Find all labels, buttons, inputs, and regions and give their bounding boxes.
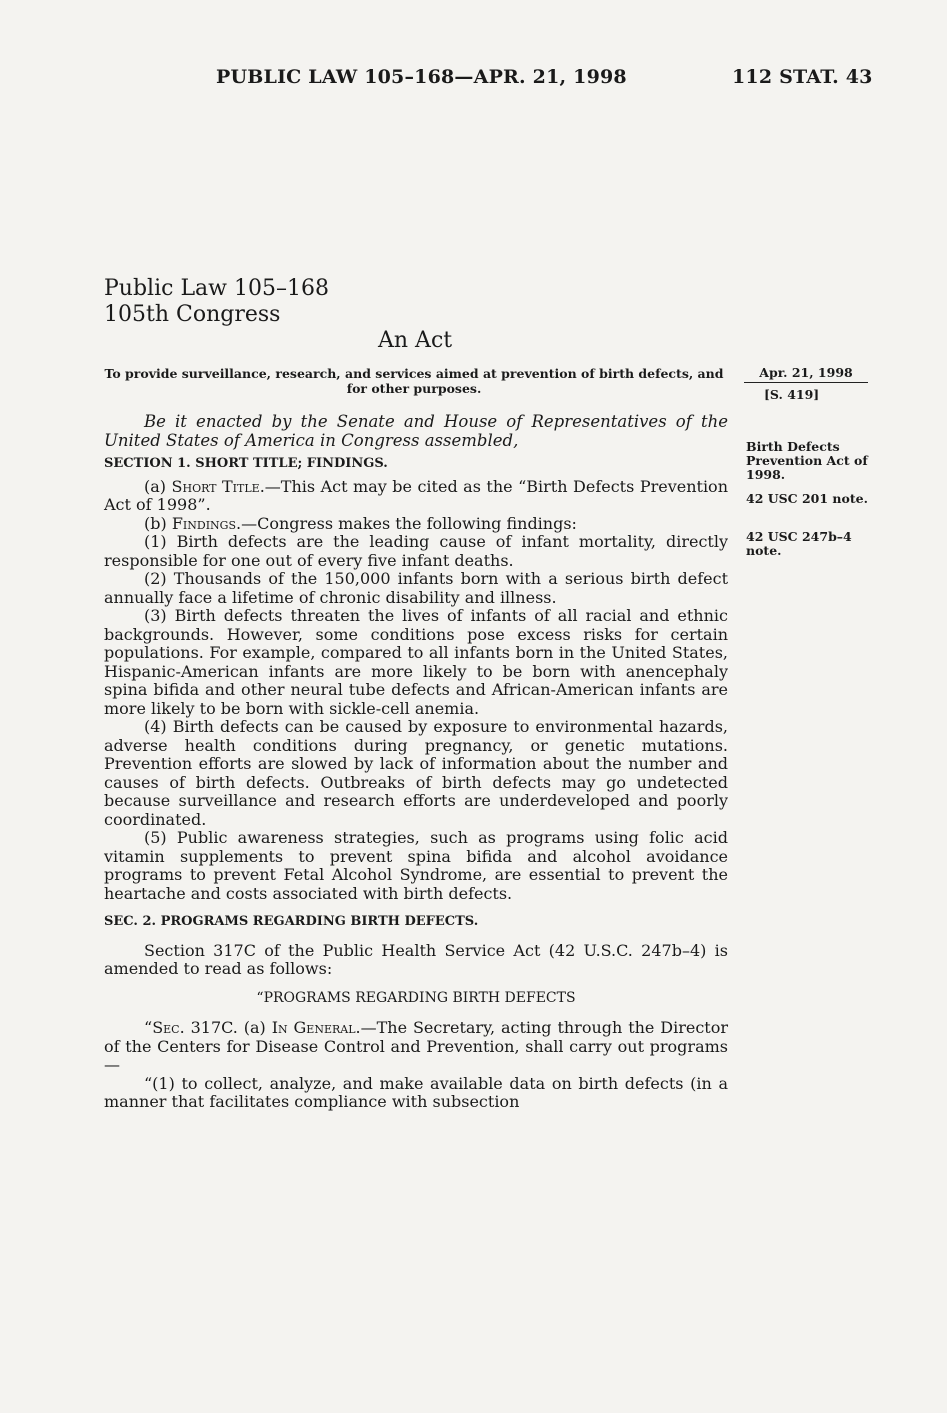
enacting-clause: Be it enacted by the Senate and House of Representatives of the United States of America in Congress assembled, [104,412,728,450]
running-head-citation: PUBLIC LAW 105–168—APR. 21, 1998 [216,66,627,88]
subsection-a-short-title [104,478,728,515]
section-317c-item-1: “(1) to collect, analyze, and make available data on birth defects (in a manner that facilitates compliance with subsection [104,1073,728,1111]
subsection-b-caption: Findings [171,513,236,533]
sec-word: Sec [152,1018,180,1037]
subsection-a-caption: Short Title [171,476,260,496]
sec-text: .—The Secretary, acting through the Director of the Centers for Disease Control and Prevention, shall carry out programs— [104,1018,729,1074]
margin-note-usc-201: 42 USC 201 note. [746,491,868,506]
subsection-b-text: .—Congress makes the following findings: [236,513,577,533]
margin-note-usc-247b: 42 USC 247b–4 note. [746,529,852,558]
finding-3: (3) Birth defects threaten the lives of infants of all racial and ethnic backgrounds. However, some conditions pose excess risks for certain populations. For example, compared to all infants born in the United States, Hispanic-American infants are more likely to be born with anencephaly spina bifida and other neural tube defects and African-American infants are more likely to be born with sickle-cell anemia. [104,606,728,718]
quote-open: “ [144,1018,153,1037]
subsection-b-findings [104,515,728,534]
sec-number: . 317C. (a) [179,1018,272,1037]
section-2-intro: Section 317C of the Public Health Service Act (42 U.S.C. 247b–4) is amended to read as follows: [104,940,728,978]
document-body [104,412,728,1112]
margin-note-short-title: Birth Defects Prevention Act of 1998. [746,439,868,482]
finding-1: (1) Birth defects are the leading cause of infant mortality, directly responsible for one out of every five infant deaths. [104,532,728,570]
act-purpose: To provide surveillance, research, and services aimed at prevention of birth defects, and for other purposes. [104,366,724,396]
sec-caption: In General [271,1018,356,1037]
margin-note-date: Apr. 21, 1998 [744,366,868,383]
act-title: An Act [378,328,453,353]
finding-5: (5) Public awareness strategies, such as programs using folic acid vitamin supplements to prevent spina bifida and alcohol avoidance programs to prevent Fetal Alcohol Syndrome, are essential to prevent the heartache and costs associated with birth defects. [104,828,728,903]
congress-number: 105th Congress [104,302,281,327]
quoted-section-heading: “PROGRAMS REGARDING BIRTH DEFECTS [256,989,576,1006]
public-law-number: Public Law 105–168 [104,276,329,301]
subsection-a-label: (a) [144,476,172,496]
subsection-a-text: .—This Act may be cited as the “Birth Defects Prevention Act of 1998”. [104,476,728,514]
finding-2: (2) Thousands of the 150,000 infants born with a serious birth defect annually face a lifetime of chronic disability and illness. [104,569,728,607]
section-1-heading: SECTION 1. SHORT TITLE; FINDINGS. [104,456,388,471]
running-head-stat-page: 112 STAT. 43 [732,66,873,88]
margin-note-bill-number: [S. 419] [764,387,820,402]
subsection-b-label: (b) [144,513,172,533]
section-2-heading: SEC. 2. PROGRAMS REGARDING BIRTH DEFECTS. [104,914,479,929]
finding-4: (4) Birth defects can be caused by exposure to environmental hazards, adverse health conditions during pregnancy, or genetic mutations. Prevention efforts are slowed by lack of information about the number and causes of birth defects. Outbreaks of birth defects may go undetected because surveillance and research efforts are underdeveloped and poorly coordinated. [104,717,728,829]
section-317c-general [104,1019,728,1075]
